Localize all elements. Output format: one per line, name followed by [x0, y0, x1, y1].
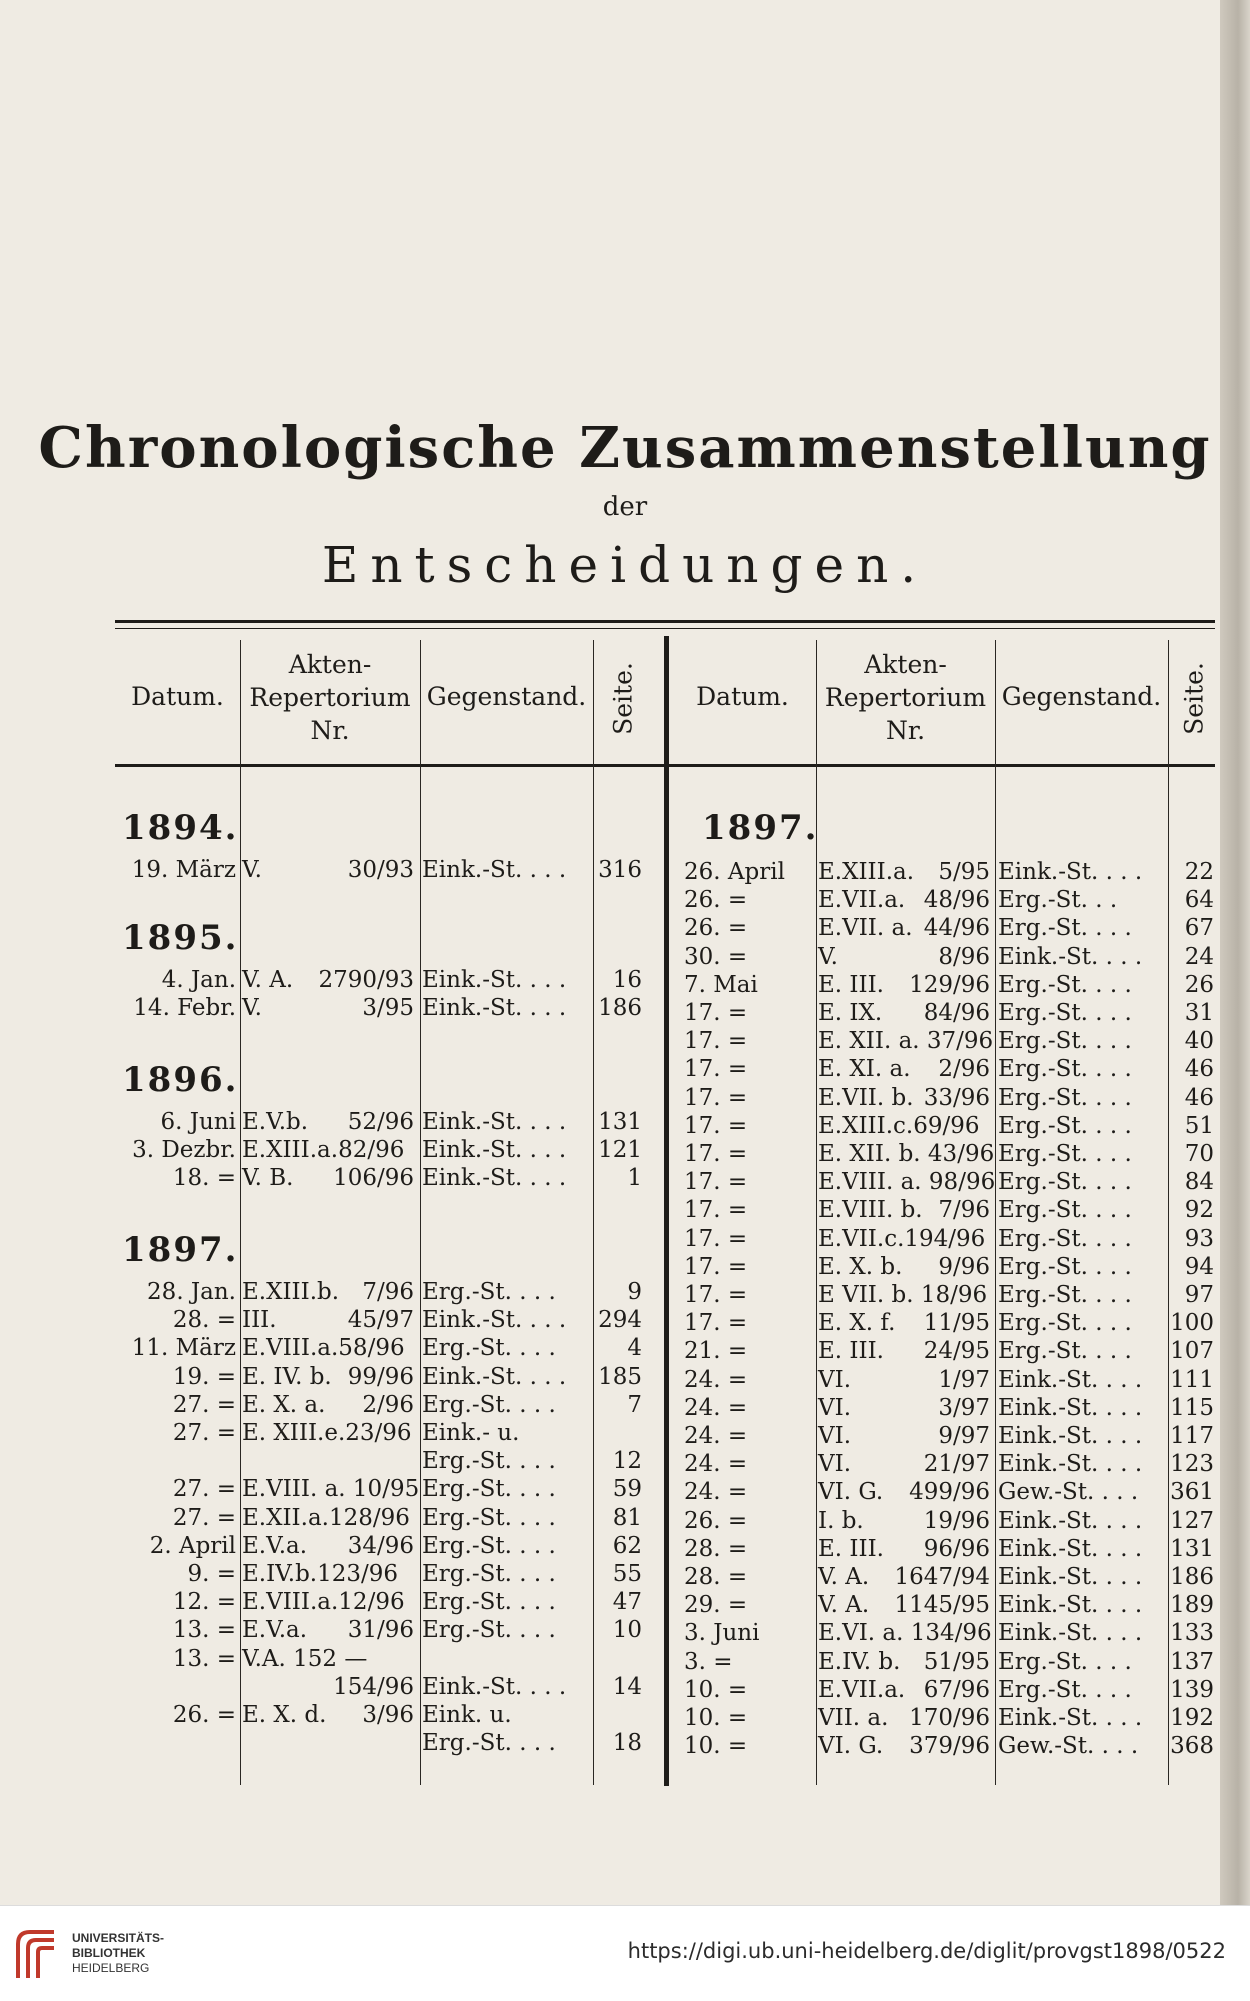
row-nr-a: E.VIII. b.: [818, 1197, 923, 1224]
row-page: 4: [627, 1335, 642, 1362]
row-nr-b: 154/96: [333, 1673, 414, 1700]
row-date: 4. Jan.: [161, 967, 236, 993]
row-subject: Eink.-St. . . .: [422, 1363, 567, 1390]
row-date: 24. =: [684, 1394, 748, 1421]
row-page: 192: [1170, 1705, 1214, 1731]
year-heading: 1896.: [122, 1060, 239, 1100]
row-nr-a: VI. G.: [818, 1479, 884, 1506]
row-date: 26. =: [172, 1702, 236, 1728]
header-seite-right: Seite.: [1179, 662, 1209, 735]
row-page: 100: [1170, 1310, 1214, 1337]
row-page: 186: [1170, 1564, 1214, 1590]
row-subject: Erg.-St. . . .: [998, 1028, 1132, 1055]
row-date: 24. =: [684, 1423, 748, 1449]
row-nr-b: 11/95: [923, 1310, 990, 1337]
row-nr-a: E. XII. a. 37/96: [818, 1028, 994, 1055]
row-nr-a: E. IX.: [818, 1000, 883, 1026]
row-nr-b: 7/96: [938, 1197, 990, 1224]
row-date: 29. =: [684, 1592, 748, 1619]
header-akten-line1: Akten-: [288, 650, 372, 679]
row-nr-a: E.VII.a.: [818, 887, 906, 914]
row-nr-a: E.IV. b.: [818, 1648, 901, 1675]
row-nr-b: 2/96: [938, 1056, 990, 1083]
row-subject: Eink.-St. . . .: [998, 1535, 1143, 1562]
row-date: 27. =: [172, 1476, 236, 1503]
row-page: 123: [1170, 1451, 1214, 1478]
header-akten-right: [816, 648, 995, 747]
row-subject: Erg.-St. . . .: [422, 1617, 556, 1644]
row-date: 19. März: [131, 857, 236, 883]
row-subject: Erg.-St. . . .: [998, 1197, 1132, 1224]
row-date: 24. =: [684, 1479, 748, 1506]
row-subject: Eink.-St. . . .: [422, 1137, 567, 1164]
row-nr-a: E.XIII.c.69/96: [818, 1112, 980, 1139]
row-page: 139: [1170, 1676, 1214, 1703]
row-page: 92: [1184, 1197, 1214, 1224]
row-date: 17. =: [684, 1225, 748, 1252]
row-subject: Erg.-St. . . .: [998, 1338, 1132, 1365]
library-logo-icon: [14, 1926, 62, 1982]
row-nr-b: 96/96: [923, 1535, 990, 1562]
row-subject: Erg.-St. . . .: [998, 971, 1132, 998]
row-date: 28. Jan.: [147, 1279, 236, 1305]
row-page: 40: [1184, 1028, 1214, 1055]
row-subject: Erg.-St. . . .: [998, 1676, 1132, 1703]
row-date: 27. =: [172, 1420, 236, 1446]
row-nr-b: 1145/95: [894, 1592, 990, 1619]
row-nr-b: 45/97: [347, 1307, 414, 1334]
row-nr-b: 84/96: [923, 1000, 990, 1026]
right-col-line-2: [995, 640, 996, 1785]
row-date: 17. =: [684, 1197, 748, 1224]
row-subject: Eink. u.: [422, 1702, 512, 1728]
row-nr-b: 5/95: [938, 859, 990, 885]
library-name-line2: BIBLIOTHEK: [72, 1946, 146, 1960]
row-date: 28. =: [684, 1535, 748, 1562]
row-date: 17. =: [684, 1169, 748, 1196]
row-date: 26. =: [684, 915, 748, 942]
row-nr-b: 9/97: [938, 1423, 990, 1449]
row-nr-a: VI.: [818, 1394, 852, 1421]
row-subject: Erg.-St. . . .: [998, 1253, 1132, 1280]
row-subject: Erg.-St. . . .: [998, 1000, 1132, 1026]
row-nr-b: 7/96: [362, 1279, 414, 1305]
row-page: 67: [1184, 915, 1214, 942]
row-nr-a: E.V.a.: [242, 1532, 308, 1559]
row-nr-a: E. III.: [818, 1535, 884, 1562]
header-akten-line3: Nr.: [310, 716, 350, 745]
row-page: 10: [612, 1617, 642, 1644]
row-nr-b: 3/96: [362, 1702, 414, 1728]
row-page: 18: [612, 1730, 642, 1757]
row-page: 368: [1170, 1733, 1214, 1760]
row-page: 84: [1184, 1169, 1214, 1196]
header-akten-left: [240, 648, 420, 747]
top-rule-thick: [115, 620, 1215, 623]
row-nr-a: E. XI. a.: [818, 1056, 911, 1083]
row-page: 16: [612, 967, 642, 993]
row-date: 18. =: [172, 1165, 236, 1192]
row-nr-a: E.V.a.: [242, 1617, 308, 1644]
row-nr-a: V.A. 152 —: [242, 1645, 368, 1672]
header-akten-line1: Akten-: [864, 650, 947, 679]
row-date: 17. =: [684, 1056, 748, 1083]
row-date: 27. =: [172, 1504, 236, 1531]
left-col-line-2: [420, 640, 421, 1785]
row-subject: Gew.-St. . . .: [998, 1479, 1139, 1506]
center-divider: [664, 636, 669, 1786]
row-date: 19. =: [172, 1363, 236, 1390]
row-nr-b: 170/96: [909, 1705, 990, 1731]
row-nr-a: E.V.b.: [242, 1109, 309, 1135]
row-nr-a: E.VIII.a.58/96: [242, 1335, 405, 1362]
row-page: 127: [1170, 1507, 1214, 1534]
header-datum-right: Datum.: [696, 682, 789, 711]
year-heading: 1897.: [702, 808, 819, 848]
row-date: 21. =: [684, 1338, 748, 1365]
row-page: 1: [627, 1165, 642, 1192]
row-date: 17. =: [684, 1282, 748, 1308]
row-nr-b: 2790/93: [318, 967, 414, 993]
row-page: 70: [1184, 1141, 1214, 1167]
row-date: 10. =: [684, 1676, 748, 1703]
row-nr-b: 106/96: [333, 1165, 414, 1192]
row-subject: Erg.-St. . . .: [998, 1112, 1132, 1139]
row-date: 24. =: [684, 1451, 748, 1478]
row-page: 111: [1170, 1366, 1214, 1393]
row-date: 26. =: [684, 1507, 748, 1534]
row-page: 186: [598, 995, 642, 1022]
row-nr-a: E. X. b.: [818, 1253, 903, 1280]
row-subject: Erg.-St. . . .: [998, 1084, 1132, 1111]
row-nr-a: E VII. b. 18/96: [818, 1282, 988, 1308]
row-page: 62: [612, 1532, 642, 1559]
row-subject: Erg.-St. . . .: [422, 1391, 556, 1418]
row-nr-a: VI.: [818, 1423, 852, 1449]
permalink-url[interactable]: https://digi.ub.uni-heidelberg.de/diglit/provgst1898/0522: [627, 1939, 1226, 1963]
row-nr-b: 52/96: [347, 1109, 414, 1135]
row-nr-a: E.VII.a.: [818, 1676, 906, 1703]
row-page: 131: [1170, 1535, 1214, 1562]
row-date: 3. =: [684, 1648, 733, 1675]
row-page: 46: [1184, 1056, 1214, 1083]
row-page: 115: [1170, 1394, 1214, 1421]
row-date: 17. =: [684, 1112, 748, 1139]
row-nr-a: V. A.: [242, 967, 294, 993]
row-nr-a: V. B.: [242, 1165, 294, 1192]
row-date: 17. =: [684, 1310, 748, 1337]
row-page: 51: [1184, 1112, 1214, 1139]
row-nr-a: VI. G.: [818, 1733, 884, 1760]
row-nr-b: 30/93: [347, 857, 414, 883]
row-date: 28. =: [172, 1307, 236, 1334]
row-nr-a: III.: [242, 1307, 277, 1334]
row-date: 12. =: [172, 1589, 236, 1616]
row-nr-b: 31/96: [347, 1617, 414, 1644]
row-subject: Erg.-St. . . .: [422, 1476, 556, 1503]
row-nr-b: 1647/94: [894, 1564, 990, 1590]
row-nr-b: 3/97: [938, 1394, 990, 1421]
row-subject: Eink.-St. . . .: [422, 1307, 567, 1334]
row-page: 131: [598, 1109, 642, 1135]
row-subject: Erg.-St. . . .: [998, 1169, 1132, 1196]
row-page: 22: [1184, 859, 1214, 885]
library-name: [72, 1931, 164, 1976]
row-subject: Erg.-St. . . .: [998, 1225, 1132, 1252]
row-nr-b: 21/97: [923, 1451, 990, 1478]
row-page: 31: [1184, 1000, 1214, 1026]
row-date: 7. Mai: [684, 971, 758, 998]
header-datum-left: Datum.: [131, 682, 224, 711]
row-date: 27. =: [172, 1391, 236, 1418]
row-nr-b: 48/96: [923, 887, 990, 914]
row-date: 10. =: [684, 1733, 748, 1760]
row-nr-a: E.VII.c.194/96: [818, 1225, 986, 1252]
row-date: 14. Febr.: [133, 995, 236, 1022]
row-nr-b: 129/96: [909, 971, 990, 998]
row-nr-b: 33/96: [923, 1084, 990, 1111]
row-nr-a: V.: [818, 943, 838, 970]
row-page: 121: [598, 1137, 642, 1164]
row-subject: Erg.-St. . . .: [422, 1448, 556, 1475]
header-akten-line3: Nr.: [885, 716, 926, 745]
row-nr-b: 19/96: [923, 1507, 990, 1534]
row-page: 137: [1170, 1648, 1214, 1675]
header-seite-left: Seite.: [608, 662, 638, 735]
page-subtitle-entscheidungen: Entscheidungen.: [321, 536, 929, 594]
library-name-line3: HEIDELBERG: [72, 1961, 150, 1975]
row-subject: Erg.-St. . . .: [998, 1648, 1132, 1675]
row-page: 294: [598, 1307, 642, 1334]
row-nr-a: E.VIII. a. 10/95: [242, 1476, 420, 1503]
row-page: 26: [1184, 971, 1214, 998]
row-date: 3. Juni: [684, 1620, 760, 1647]
year-heading: 1897.: [122, 1230, 239, 1270]
row-page: 107: [1170, 1338, 1214, 1365]
top-rule-thin: [115, 628, 1215, 629]
row-subject: Eink.-St. . . .: [998, 1366, 1143, 1393]
row-page: 94: [1184, 1253, 1214, 1280]
row-subject: Erg.-St. . . .: [998, 1141, 1132, 1167]
row-date: 30. =: [684, 943, 748, 970]
row-nr-a: E.VIII. a. 98/96: [818, 1169, 996, 1196]
row-subject: Eink.-St. . . .: [422, 967, 567, 993]
row-page: 47: [612, 1589, 642, 1616]
year-heading: 1894.: [122, 808, 239, 848]
row-page: 24: [1184, 943, 1214, 970]
header-gegenstand-left: Gegenstand.: [426, 682, 587, 711]
row-nr-a: E. XIII.e.23/96: [242, 1420, 412, 1446]
row-subject: Erg.-St. . . .: [422, 1532, 556, 1559]
row-date: 2. April: [149, 1532, 236, 1559]
row-nr-b: 499/96: [909, 1479, 990, 1506]
row-nr-a: E.VII. b.: [818, 1084, 914, 1111]
row-nr-a: E. III.: [818, 1338, 884, 1365]
row-nr-a: V.: [242, 857, 262, 883]
row-page: 7: [627, 1391, 642, 1418]
row-subject: Erg.-St. . . .: [422, 1589, 556, 1616]
row-page: 12: [612, 1448, 642, 1475]
row-date: 13. =: [172, 1617, 236, 1644]
row-nr-b: 3/95: [362, 995, 414, 1022]
year-heading: 1895.: [122, 918, 239, 958]
row-nr-b: 24/95: [923, 1338, 990, 1365]
row-nr-a: E.IV.b.123/96: [242, 1561, 399, 1587]
row-date: 10. =: [684, 1705, 748, 1731]
header-gegenstand-right: Gegenstand.: [1001, 682, 1162, 711]
row-subject: Erg.-St. . . .: [422, 1730, 556, 1757]
left-col-line-3: [593, 640, 594, 1785]
row-page: 14: [612, 1673, 642, 1700]
row-nr-b: 34/96: [347, 1532, 414, 1559]
row-nr-a: E. X. f.: [818, 1310, 896, 1337]
row-nr-a: E. X. d.: [242, 1702, 327, 1728]
row-page: 55: [612, 1561, 642, 1587]
row-subject: Eink.-St. . . .: [998, 1592, 1143, 1619]
row-nr-a: E.XIII.b.: [242, 1279, 340, 1305]
row-date: 17. =: [684, 1028, 748, 1055]
row-nr-a: E. III.: [818, 971, 884, 998]
page-title: Chronologische Zusammenstellung: [38, 415, 1212, 481]
row-subject: Erg.-St. . . .: [998, 1282, 1132, 1308]
row-nr-b: 8/96: [938, 943, 990, 970]
row-subject: Erg.-St. . . .: [998, 1056, 1132, 1083]
page-edge: [1220, 0, 1250, 1905]
row-nr-a: VII. a.: [818, 1705, 889, 1731]
row-page: 59: [612, 1476, 642, 1503]
row-nr-b: 67/96: [923, 1676, 990, 1703]
row-subject: Eink.-St. . . .: [998, 1451, 1143, 1478]
row-subject: Erg.-St. . . .: [422, 1504, 556, 1531]
row-nr-a: E.XIII.a.82/96: [242, 1137, 405, 1164]
row-page: 117: [1170, 1423, 1214, 1449]
row-date: 28. =: [684, 1564, 748, 1590]
row-page: 9: [627, 1279, 642, 1305]
row-subject: Erg.-St. . . .: [422, 1561, 556, 1587]
row-page: 46: [1184, 1084, 1214, 1111]
row-subject: Eink.-St. . . .: [998, 1564, 1143, 1590]
row-subject: Eink.-St. . . .: [998, 1705, 1143, 1731]
row-subject: Erg.-St. . .: [998, 887, 1118, 914]
row-subject: Eink.-St. . . .: [998, 1620, 1143, 1647]
row-nr-b: 1/97: [938, 1366, 990, 1393]
row-nr-b: 2/96: [362, 1391, 414, 1418]
row-subject: Eink.-St. . . .: [998, 1423, 1143, 1449]
row-subject: Eink.-St. . . .: [998, 943, 1143, 970]
row-nr-a: VI.: [818, 1366, 852, 1393]
row-date: 11. März: [131, 1335, 236, 1362]
row-nr-a: E.XIII.a.: [818, 859, 915, 885]
row-page: 361: [1170, 1479, 1214, 1506]
row-page: 189: [1170, 1592, 1214, 1619]
row-nr-b: 99/96: [347, 1363, 414, 1390]
row-nr-b: 379/96: [909, 1733, 990, 1760]
row-page: 64: [1184, 887, 1214, 914]
row-subject: Gew.-St. . . .: [998, 1733, 1139, 1760]
row-date: 6. Juni: [160, 1109, 236, 1135]
row-nr-a: I. b.: [818, 1507, 864, 1534]
row-page: 185: [598, 1363, 642, 1390]
row-page: 81: [612, 1504, 642, 1531]
row-nr-a: E.VIII.a.12/96: [242, 1589, 405, 1616]
row-nr-a: V. A.: [818, 1592, 870, 1619]
row-subject: Eink.-St. . . .: [422, 857, 567, 883]
row-date: 26. =: [684, 887, 748, 914]
row-subject: Erg.-St. . . .: [998, 1310, 1132, 1337]
library-name-line1: UNIVERSITÄTS-: [72, 1931, 165, 1945]
row-date: 9. =: [187, 1561, 236, 1587]
row-subject: Eink.-St. . . .: [422, 1109, 567, 1135]
row-nr-b: 44/96: [923, 915, 990, 942]
row-date: 17. =: [684, 1141, 748, 1167]
row-date: 3. Dezbr.: [132, 1137, 236, 1164]
row-page: 93: [1184, 1225, 1214, 1252]
row-nr-a: V.: [242, 995, 262, 1022]
row-nr-a: V. A.: [818, 1564, 870, 1590]
row-nr-a: VI.: [818, 1451, 852, 1478]
row-page: 97: [1184, 1282, 1214, 1308]
row-subject: Erg.-St. . . .: [422, 1279, 556, 1305]
row-page: 316: [598, 857, 642, 883]
row-subject: Eink.-St. . . .: [998, 1507, 1143, 1534]
viewer-footer: [0, 1905, 1250, 2001]
row-nr-a: E. XII. b. 43/96: [818, 1141, 995, 1167]
row-subject: Eink.-St. . . .: [998, 1394, 1143, 1421]
row-date: 17. =: [684, 1253, 748, 1280]
row-page: 133: [1170, 1620, 1214, 1647]
row-date: 17. =: [684, 1000, 748, 1026]
header-akten-line2: Repertorium: [249, 683, 411, 712]
row-date: 13. =: [172, 1645, 236, 1672]
row-nr-a: E.XII.a.128/96: [242, 1504, 410, 1531]
header-akten-line2: Repertorium: [824, 683, 987, 712]
row-date: 24. =: [684, 1366, 748, 1393]
row-date: 17. =: [684, 1084, 748, 1111]
row-subject: Erg.-St. . . .: [998, 915, 1132, 942]
row-nr-a: E.VII. a.: [818, 915, 913, 942]
row-subject: Eink.-St. . . .: [422, 1165, 567, 1192]
row-subject: Eink.- u.: [422, 1420, 520, 1446]
page-subtitle-der: der: [602, 492, 648, 522]
row-nr-a: E. X. a.: [242, 1391, 326, 1418]
row-nr-b: 9/96: [938, 1253, 990, 1280]
row-subject: Eink.-St. . . .: [422, 995, 567, 1022]
row-nr-b: 51/95: [923, 1648, 990, 1675]
row-nr-a: E. IV. b.: [242, 1363, 332, 1390]
row-subject: Erg.-St. . . .: [422, 1335, 556, 1362]
left-col-line-1: [240, 640, 241, 1785]
row-date: 26. April: [684, 859, 785, 885]
row-nr-a: E.VI. a. 134/96: [818, 1620, 992, 1647]
row-subject: Eink.-St. . . .: [998, 859, 1143, 885]
row-subject: Eink.-St. . . .: [422, 1673, 567, 1700]
